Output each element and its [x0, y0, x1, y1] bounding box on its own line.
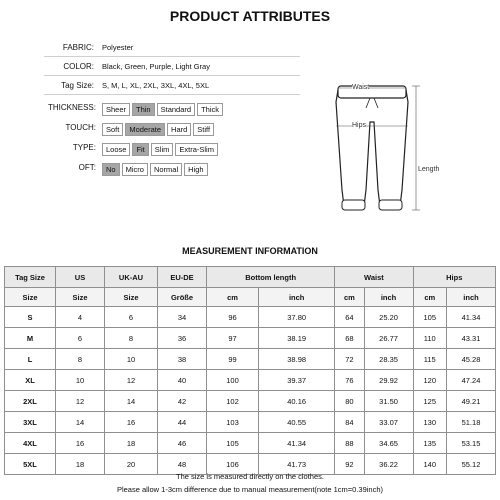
note-allowance: Please allow 1-3cm difference due to manual measurement(note 1cm=0.39inch) — [116, 485, 384, 494]
header-eu-de: EU-DE — [158, 267, 207, 288]
option-normal: Normal — [150, 163, 182, 176]
option-thin-selected: Thin — [132, 103, 155, 116]
table-row — [5, 328, 496, 349]
table-cell: 18 — [105, 433, 158, 454]
option-sheer: Sheer — [102, 103, 130, 116]
table-cell: 12 — [105, 370, 158, 391]
option-high: High — [184, 163, 207, 176]
size-cell: L — [5, 349, 56, 370]
option-standard: Standard — [157, 103, 195, 116]
option-slim: Slim — [151, 143, 174, 156]
table-cell: 37.80 — [259, 307, 335, 328]
table-cell: 4 — [56, 307, 105, 328]
table-cell: 38.98 — [259, 349, 335, 370]
table-cell: 40.55 — [259, 412, 335, 433]
table-row — [5, 412, 496, 433]
table-row — [5, 307, 496, 328]
divider — [44, 75, 300, 76]
table-cell: 100 — [207, 370, 259, 391]
header-uk-au: UK-AU — [105, 267, 158, 288]
table-row — [5, 370, 496, 391]
table-cell: 20 — [105, 454, 158, 475]
subheader: inch — [259, 288, 335, 307]
table-cell: 72 — [335, 349, 364, 370]
table-cell: 102 — [207, 391, 259, 412]
table-cell: 51.18 — [446, 412, 495, 433]
table-cell: 106 — [207, 454, 259, 475]
pants-diagram — [320, 78, 440, 228]
table-cell: 34 — [158, 307, 207, 328]
table-cell: 47.24 — [446, 370, 495, 391]
header-hips: Hips — [413, 267, 495, 288]
table-cell: 99 — [207, 349, 259, 370]
table-cell: 6 — [105, 307, 158, 328]
table-cell: 88 — [335, 433, 364, 454]
table-row — [5, 349, 496, 370]
tag-size-value: S, M, L, XL, 2XL, 3XL, 4XL, 5XL — [102, 81, 210, 90]
option-loose: Loose — [102, 143, 130, 156]
table-cell: 10 — [56, 370, 105, 391]
size-cell: 4XL — [5, 433, 56, 454]
table-cell: 41.34 — [446, 307, 495, 328]
table-cell: 80 — [335, 391, 364, 412]
table-cell: 41.73 — [259, 454, 335, 475]
table-cell: 16 — [56, 433, 105, 454]
table-cell: 31.50 — [364, 391, 413, 412]
header-us: US — [56, 267, 105, 288]
table-cell: 28.35 — [364, 349, 413, 370]
color-label: COLOR: — [63, 62, 94, 71]
table-cell: 135 — [413, 433, 446, 454]
subheader: inch — [364, 288, 413, 307]
table-cell: 40.16 — [259, 391, 335, 412]
size-cell: 3XL — [5, 412, 56, 433]
subheader: Size — [105, 288, 158, 307]
subheader: cm — [335, 288, 364, 307]
table-cell: 92 — [335, 454, 364, 475]
touch-label: TOUCH: — [65, 123, 96, 132]
table-cell: 49.21 — [446, 391, 495, 412]
table-cell: 46 — [158, 433, 207, 454]
option-fit-selected: Fit — [132, 143, 148, 156]
divider — [44, 94, 300, 95]
table-cell: 103 — [207, 412, 259, 433]
page-title: PRODUCT ATTRIBUTES — [169, 8, 331, 24]
table-cell: 33.07 — [364, 412, 413, 433]
size-cell: 5XL — [5, 454, 56, 475]
oft-label: OFT: — [78, 163, 96, 172]
table-cell: 6 — [56, 328, 105, 349]
table-row — [5, 433, 496, 454]
type-options — [102, 139, 220, 157]
subheader: Size — [5, 288, 56, 307]
table-cell: 38 — [158, 349, 207, 370]
oft-options — [102, 159, 210, 177]
option-thick: Thick — [197, 103, 223, 116]
option-stiff: Stiff — [193, 123, 214, 136]
table-cell: 29.92 — [364, 370, 413, 391]
fabric-value: Polyester — [102, 43, 134, 52]
table-cell: 48 — [158, 454, 207, 475]
table-cell: 45.28 — [446, 349, 495, 370]
table-cell: 39.37 — [259, 370, 335, 391]
color-value: Black, Green, Purple, Light Gray — [102, 62, 210, 71]
table-cell: 34.65 — [364, 433, 413, 454]
waist-diagram-label: Waist — [352, 84, 370, 91]
size-cell: S — [5, 307, 56, 328]
table-cell: 64 — [335, 307, 364, 328]
table-cell: 110 — [413, 328, 446, 349]
table-cell: 130 — [413, 412, 446, 433]
table-cell: 40 — [158, 370, 207, 391]
table-cell: 8 — [56, 349, 105, 370]
table-cell: 8 — [105, 328, 158, 349]
thickness-options — [102, 99, 225, 117]
table-row — [5, 391, 496, 412]
subheader: cm — [207, 288, 259, 307]
table-cell: 44 — [158, 412, 207, 433]
tag-size-label: Tag Size: — [61, 81, 94, 90]
table-body — [5, 307, 496, 475]
header-waist: Waist — [335, 267, 413, 288]
option-no-selected: No — [102, 163, 120, 176]
subheader: cm — [413, 288, 446, 307]
type-label: TYPE: — [72, 143, 96, 152]
header-bottom-length: Bottom length — [207, 267, 335, 288]
table-cell: 125 — [413, 391, 446, 412]
option-hard: Hard — [167, 123, 191, 136]
size-cell: 2XL — [5, 391, 56, 412]
header-tag-size: Tag Size — [5, 267, 56, 288]
table-cell: 105 — [413, 307, 446, 328]
table-cell: 115 — [413, 349, 446, 370]
table-cell: 43.31 — [446, 328, 495, 349]
size-cell: XL — [5, 370, 56, 391]
table-cell: 41.34 — [259, 433, 335, 454]
subheader: inch — [446, 288, 495, 307]
table-cell: 53.15 — [446, 433, 495, 454]
table-cell: 26.77 — [364, 328, 413, 349]
table-cell: 140 — [413, 454, 446, 475]
table-cell: 97 — [207, 328, 259, 349]
table-cell: 76 — [335, 370, 364, 391]
table-cell: 10 — [105, 349, 158, 370]
table-cell: 42 — [158, 391, 207, 412]
table-cell: 96 — [207, 307, 259, 328]
touch-options — [102, 119, 216, 137]
divider — [44, 56, 300, 57]
subheader: Size — [56, 288, 105, 307]
table-cell: 68 — [335, 328, 364, 349]
table-cell: 55.12 — [446, 454, 495, 475]
note-measured: The size is measured directly on the clothes. — [176, 472, 324, 481]
subheader: Größe — [158, 288, 207, 307]
measurement-title: MEASUREMENT INFORMATION — [182, 246, 318, 256]
table-cell: 36.22 — [364, 454, 413, 475]
option-extra-slim: Extra-Slim — [175, 143, 218, 156]
fabric-label: FABRIC: — [62, 43, 94, 52]
option-moderate-selected: Moderate — [125, 123, 165, 136]
table-cell: 120 — [413, 370, 446, 391]
table-cell: 12 — [56, 391, 105, 412]
option-soft: Soft — [102, 123, 123, 136]
table-cell: 14 — [105, 391, 158, 412]
table-cell: 18 — [56, 454, 105, 475]
thickness-label: THICKNESS: — [47, 103, 96, 112]
table-cell: 105 — [207, 433, 259, 454]
table-cell: 36 — [158, 328, 207, 349]
size-cell: M — [5, 328, 56, 349]
table-cell: 84 — [335, 412, 364, 433]
hips-diagram-label: Hips — [352, 122, 367, 129]
length-diagram-label: Length — [418, 166, 440, 173]
option-micro: Micro — [122, 163, 148, 176]
table-cell: 25.20 — [364, 307, 413, 328]
table-cell: 14 — [56, 412, 105, 433]
table-cell: 38.19 — [259, 328, 335, 349]
table-cell: 16 — [105, 412, 158, 433]
measurement-table — [4, 266, 496, 475]
